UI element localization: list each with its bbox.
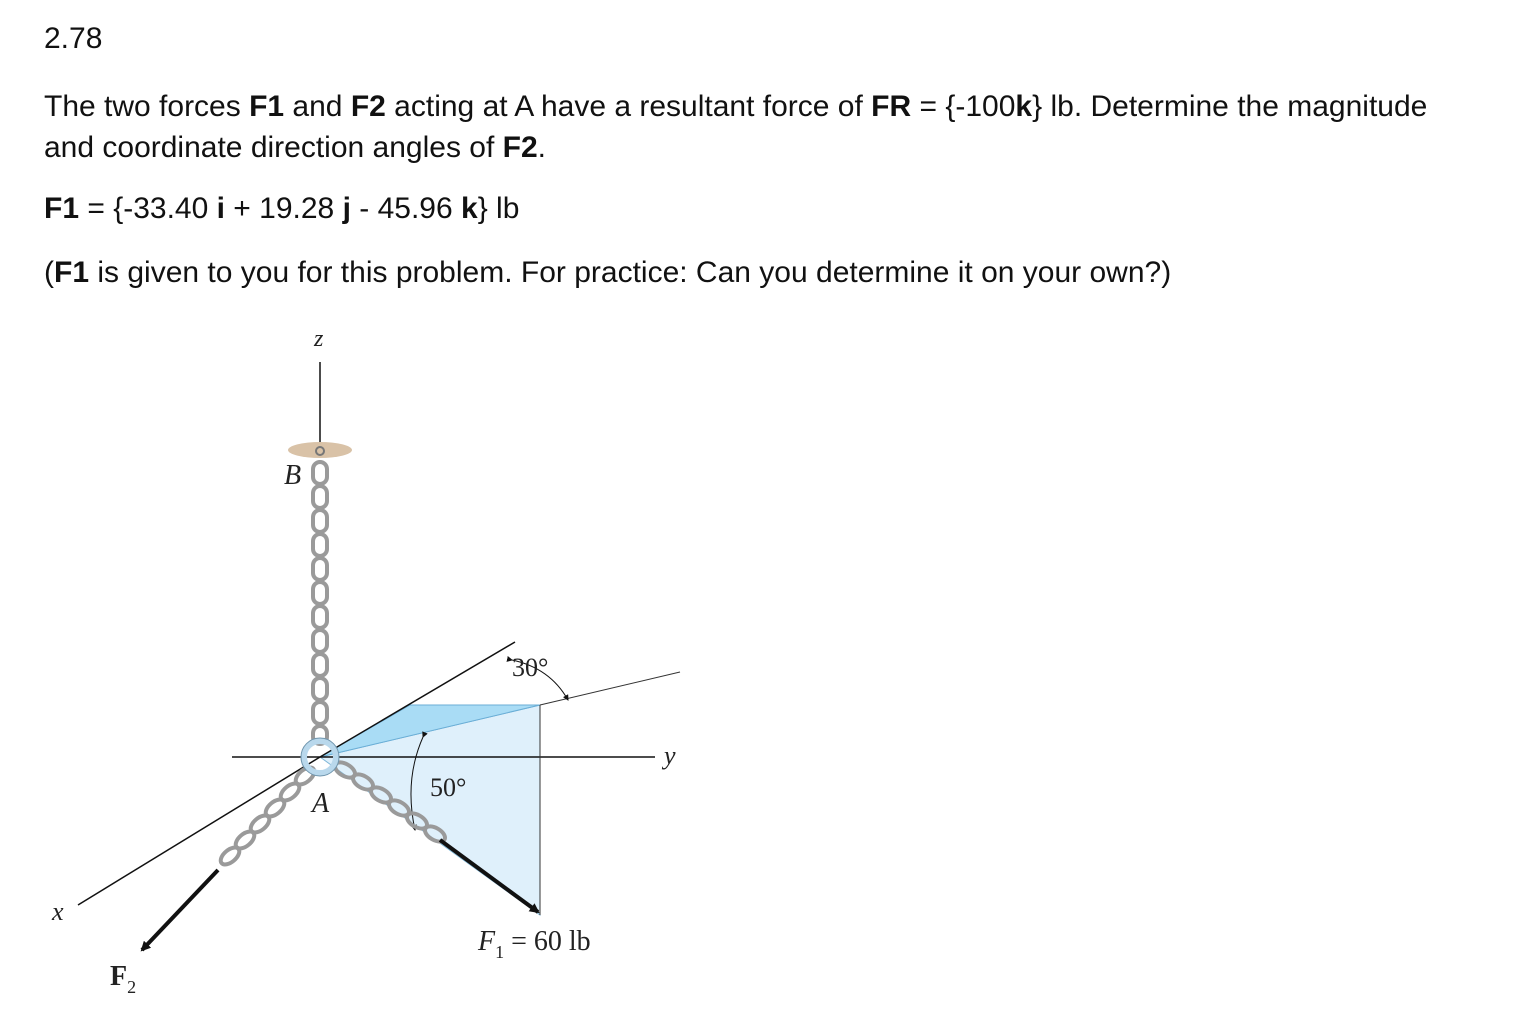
chain-ab	[313, 462, 327, 744]
point-b-label: B	[284, 460, 302, 491]
x-axis-label: x	[52, 897, 64, 926]
reference-line-y	[540, 672, 680, 705]
z-axis-label: z	[314, 326, 324, 352]
problem-number: 2.78	[44, 22, 103, 55]
problem-statement: The two forces F1 and F2 acting at A have a resultant force of FR = {-100k} lb. Determine the magnitude and coordinate direction angles of F2.	[44, 90, 1428, 164]
angle-30-label: 30°	[512, 653, 549, 682]
y-axis-label: y	[664, 741, 676, 770]
x-axis	[78, 757, 320, 905]
practice-note: (F1 is given to you for this problem. For practice: Can you determine it on your own?)	[44, 256, 1172, 289]
given-f1-vector: F1 = {-33.40 i + 19.28 j - 45.96 k} lb	[44, 192, 520, 225]
chain-f2	[218, 764, 318, 867]
force-diagram	[0, 300, 720, 1010]
f1-label: $F_1 = 60$ lb	[478, 926, 591, 962]
angle-50-label: 50°	[430, 773, 467, 802]
f2-arrow	[142, 870, 218, 950]
point-a-label: A	[312, 788, 330, 819]
projection-plane	[320, 705, 540, 915]
f2-label: $F_2$	[110, 961, 137, 997]
